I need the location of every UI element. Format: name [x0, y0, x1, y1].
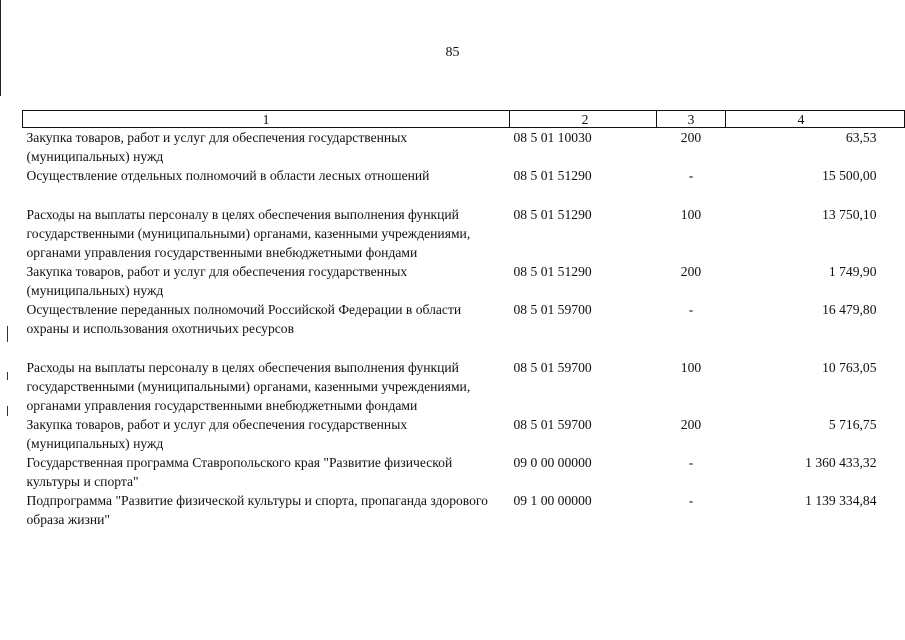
- row-type: 100: [680, 360, 702, 375]
- row-name: Подпрограмма "Развитие физической культуры и спорта, пропаганда здорового образа жизни": [26, 493, 488, 527]
- row-name: Расходы на выплаты персоналу в целях обеспечения выполнения функций государственными (муниципальными) органами, казенными учреждениями, органами управления государственными внебюджетными фондами: [26, 360, 471, 413]
- header-cell: 4: [726, 111, 905, 128]
- row-code: 09 1 00 00000: [513, 493, 592, 508]
- row-type: -: [688, 455, 694, 470]
- row-code: 08 5 01 59700: [513, 360, 592, 375]
- table-row: [23, 453, 905, 491]
- row-name: Осуществление отдельных полномочий в области лесных отношений: [26, 168, 430, 183]
- left-margin-mark: [7, 372, 8, 380]
- row-amount: 63,53: [845, 130, 877, 145]
- left-margin-mark: [7, 326, 8, 342]
- row-name: Закупка товаров, работ и услуг для обеспечения государственных (муниципальных) нужд: [26, 264, 408, 298]
- row-code: 08 5 01 10030: [513, 130, 592, 145]
- row-amount: 13 750,10: [822, 207, 877, 222]
- row-name: Осуществление переданных полномочий Российской Федерации в области охраны и использования охотничьих ресурсов: [26, 302, 462, 336]
- row-name: Закупка товаров, работ и услуг для обеспечения государственных (муниципальных) нужд: [26, 417, 408, 451]
- header-cell: 3: [657, 111, 726, 128]
- table-row: [23, 300, 905, 358]
- row-type: -: [688, 302, 694, 317]
- table-row: [23, 166, 905, 205]
- left-margin-mark: [7, 406, 8, 416]
- row-amount: 16 479,80: [822, 302, 877, 317]
- header-cell: 1: [23, 111, 510, 128]
- row-type: -: [688, 168, 694, 183]
- row-code: 08 5 01 59700: [513, 302, 592, 317]
- header-cell: 2: [510, 111, 657, 128]
- table-row: [23, 128, 905, 167]
- budget-table: [22, 110, 905, 529]
- row-code: 08 5 01 51290: [513, 264, 592, 279]
- row-code: 08 5 01 51290: [513, 207, 592, 222]
- row-type: 200: [680, 264, 702, 279]
- row-name: Государственная программа Ставропольского края "Развитие физической культуры и спорта": [26, 455, 453, 489]
- row-amount: 1 139 334,84: [805, 493, 877, 508]
- page-number: 85: [445, 45, 460, 60]
- header-row: [23, 111, 905, 128]
- row-type: 200: [680, 417, 702, 432]
- table-row: [23, 415, 905, 453]
- table-row: [23, 205, 905, 262]
- row-type: -: [688, 493, 694, 508]
- row-amount: 5 716,75: [828, 417, 877, 432]
- row-code: 09 0 00 00000: [513, 455, 592, 470]
- row-type: 200: [680, 130, 702, 145]
- row-type: 100: [680, 207, 702, 222]
- table-row: [23, 262, 905, 300]
- table-row: [23, 491, 905, 529]
- row-amount: 1 360 433,32: [805, 455, 877, 470]
- row-name: Расходы на выплаты персоналу в целях обеспечения выполнения функций государственными (муниципальными) органами, казенными учреждениями, органами управления государственными внебюджетными фондами: [26, 207, 471, 260]
- row-amount: 10 763,05: [822, 360, 877, 375]
- row-amount: 15 500,00: [822, 168, 877, 183]
- table-row: [23, 358, 905, 415]
- row-code: 08 5 01 51290: [513, 168, 592, 183]
- row-amount: 1 749,90: [828, 264, 877, 279]
- row-name: Закупка товаров, работ и услуг для обеспечения государственных (муниципальных) нужд: [26, 130, 408, 164]
- row-code: 08 5 01 59700: [513, 417, 592, 432]
